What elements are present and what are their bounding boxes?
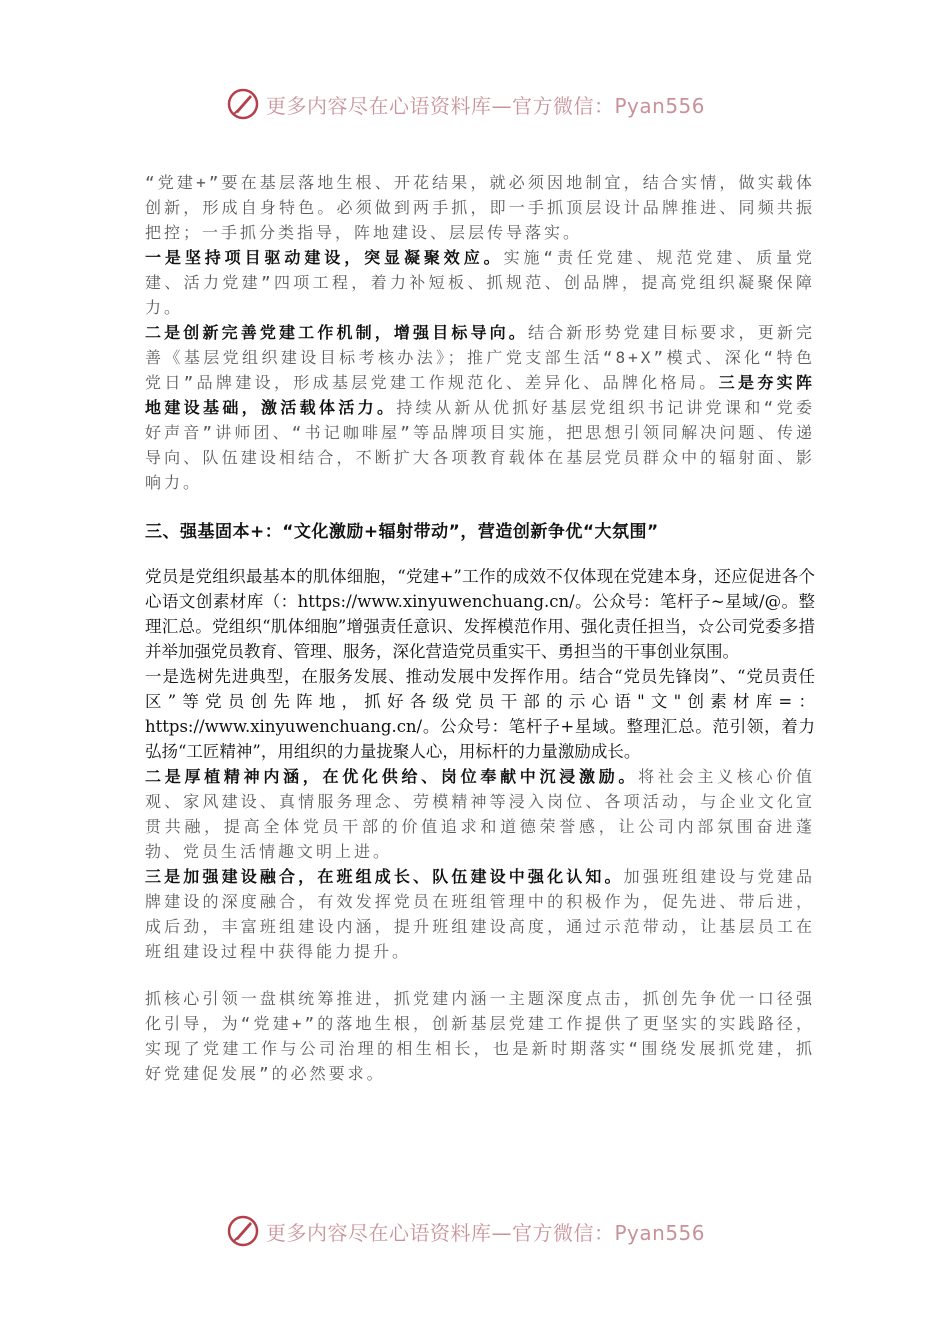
paragraph: 一是选树先进典型，在服务发展、推动发展中发挥作用。结合“党员先锋岗”、“党员责任区”等党员创先阵地，抓好各级党员干部的示心语"文"创素材库=：https://www.xinyuwenchuang.cn/。公众号：笔杆子+星域。整理汇总。范引领，着力弘扬“工匠精神”，用组织的力量拢聚人心，用标杆的力量激励成长。 bbox=[145, 667, 815, 761]
paragraph bbox=[145, 764, 815, 864]
paragraph-lead: 二是创新完善党建工作机制，增强目标导向。 bbox=[145, 323, 528, 342]
paragraph-lead: 一是坚持项目驱动建设，突显凝聚效应。 bbox=[145, 248, 504, 267]
paragraph-text: 将社会主义核心价值观、家风建设、真情服务理念、劳模精神等浸入岗位、各项活动，与企业文化宣贯共融，提高全体党员干部的价值追求和道德荣誉感，让公司内部氛围奋进蓬勃、党员生活情趣文明上进。 bbox=[145, 767, 815, 861]
paragraph bbox=[145, 320, 815, 495]
paragraph-text: 加强班组建设与党建品牌建设的深度融合，有效发挥党员在班组管理中的积极作为，促先进、带后进，成后劲，丰富班组建设内涵，提升班组建设高度，通过示范带动，让基层员工在班组建设过程中获得能力提升。 bbox=[145, 867, 815, 961]
paragraph-lead: 三是加强建设融合，在班组成长、队伍建设中强化认知。 bbox=[145, 867, 624, 886]
paragraph-text: 结合新形势党建目标要求，更新完善《基层党组织建设目标考核办法》；推广党支部生活“8+X”模式、深化“特色党日”品牌建设，形成基层党建工作规范化、差异化、品牌化格局。 bbox=[145, 323, 815, 392]
paragraph bbox=[145, 864, 815, 964]
quill-logo-icon bbox=[226, 1214, 260, 1248]
paragraph-text: 持续从新从优抓好基层党组织书记讲党课和“党委好声音”讲师团、“书记咖啡屋”等品牌项目实施，把思想引领同解决问题、传递导向、队伍建设相结合，不断扩大各项教育载体在基层党员群众中的辐射面、影响力。 bbox=[145, 398, 815, 492]
watermark-text: 更多内容尽在心语资料库—官方微信：Pyan556 bbox=[266, 1220, 706, 1245]
paragraph bbox=[145, 245, 815, 320]
paragraph-text: 实施“责任党建、规范党建、质量党建、活力党建”四项工程，着力补短板、抓规范、创品牌，提高党组织凝聚保障力。 bbox=[145, 248, 815, 317]
closing-paragraph: 抓核心引领一盘棋统筹推进，抓党建内涵一主题深度点击，抓创先争优一口径强化引导，为“党建+”的落地生根，创新基层党建工作提供了更坚实的实践路径，实现了党建工作与公司治理的相生相长，也是新时期落实“围绕发展抓党建，抓好党建促发展”的必然要求。 bbox=[145, 989, 815, 1083]
watermark-footer bbox=[226, 1211, 746, 1251]
watermark-text: 更多内容尽在心语资料库—官方微信：Pyan556 bbox=[266, 93, 706, 118]
paragraph-lead: 二是厚植精神内涵，在优化供给、岗位奉献中沉浸激励。 bbox=[145, 767, 639, 786]
paragraph-lead: 三是夯实阵地建设基础，激活载体活力。 bbox=[145, 373, 815, 417]
section-heading: 三、强基固本+：“文化激励+辐射带动”，营造创新争优“大氛围” bbox=[145, 522, 659, 542]
paragraph: “党建+”要在基层落地生根、开花结果，就必须因地制宜，结合实情，做实载体创新，形成自身特色。必须做到两手抓，即一手抓顶层设计品牌推进、同频共振把控；一手抓分类指导，阵地建设、层层传导落实。 bbox=[145, 173, 815, 242]
paragraph: 党员是党组织最基本的肌体细胞，“党建+”工作的成效不仅体现在党建本身，还应促进各个心语文创素材库（：https://www.xinyuwenchuang.cn/。公众号：笔杆子~星域/@。整理汇总。党组织“肌体细胞”增强责任意识、发挥模范作用、强化责任担当，☆公司党委多措并举加强党员教育、管理、服务，深化营造党员重实干、勇担当的干事创业氛围。 bbox=[145, 567, 815, 661]
quill-logo-icon bbox=[226, 87, 260, 121]
watermark-header bbox=[226, 84, 746, 124]
document-body bbox=[145, 170, 815, 1086]
